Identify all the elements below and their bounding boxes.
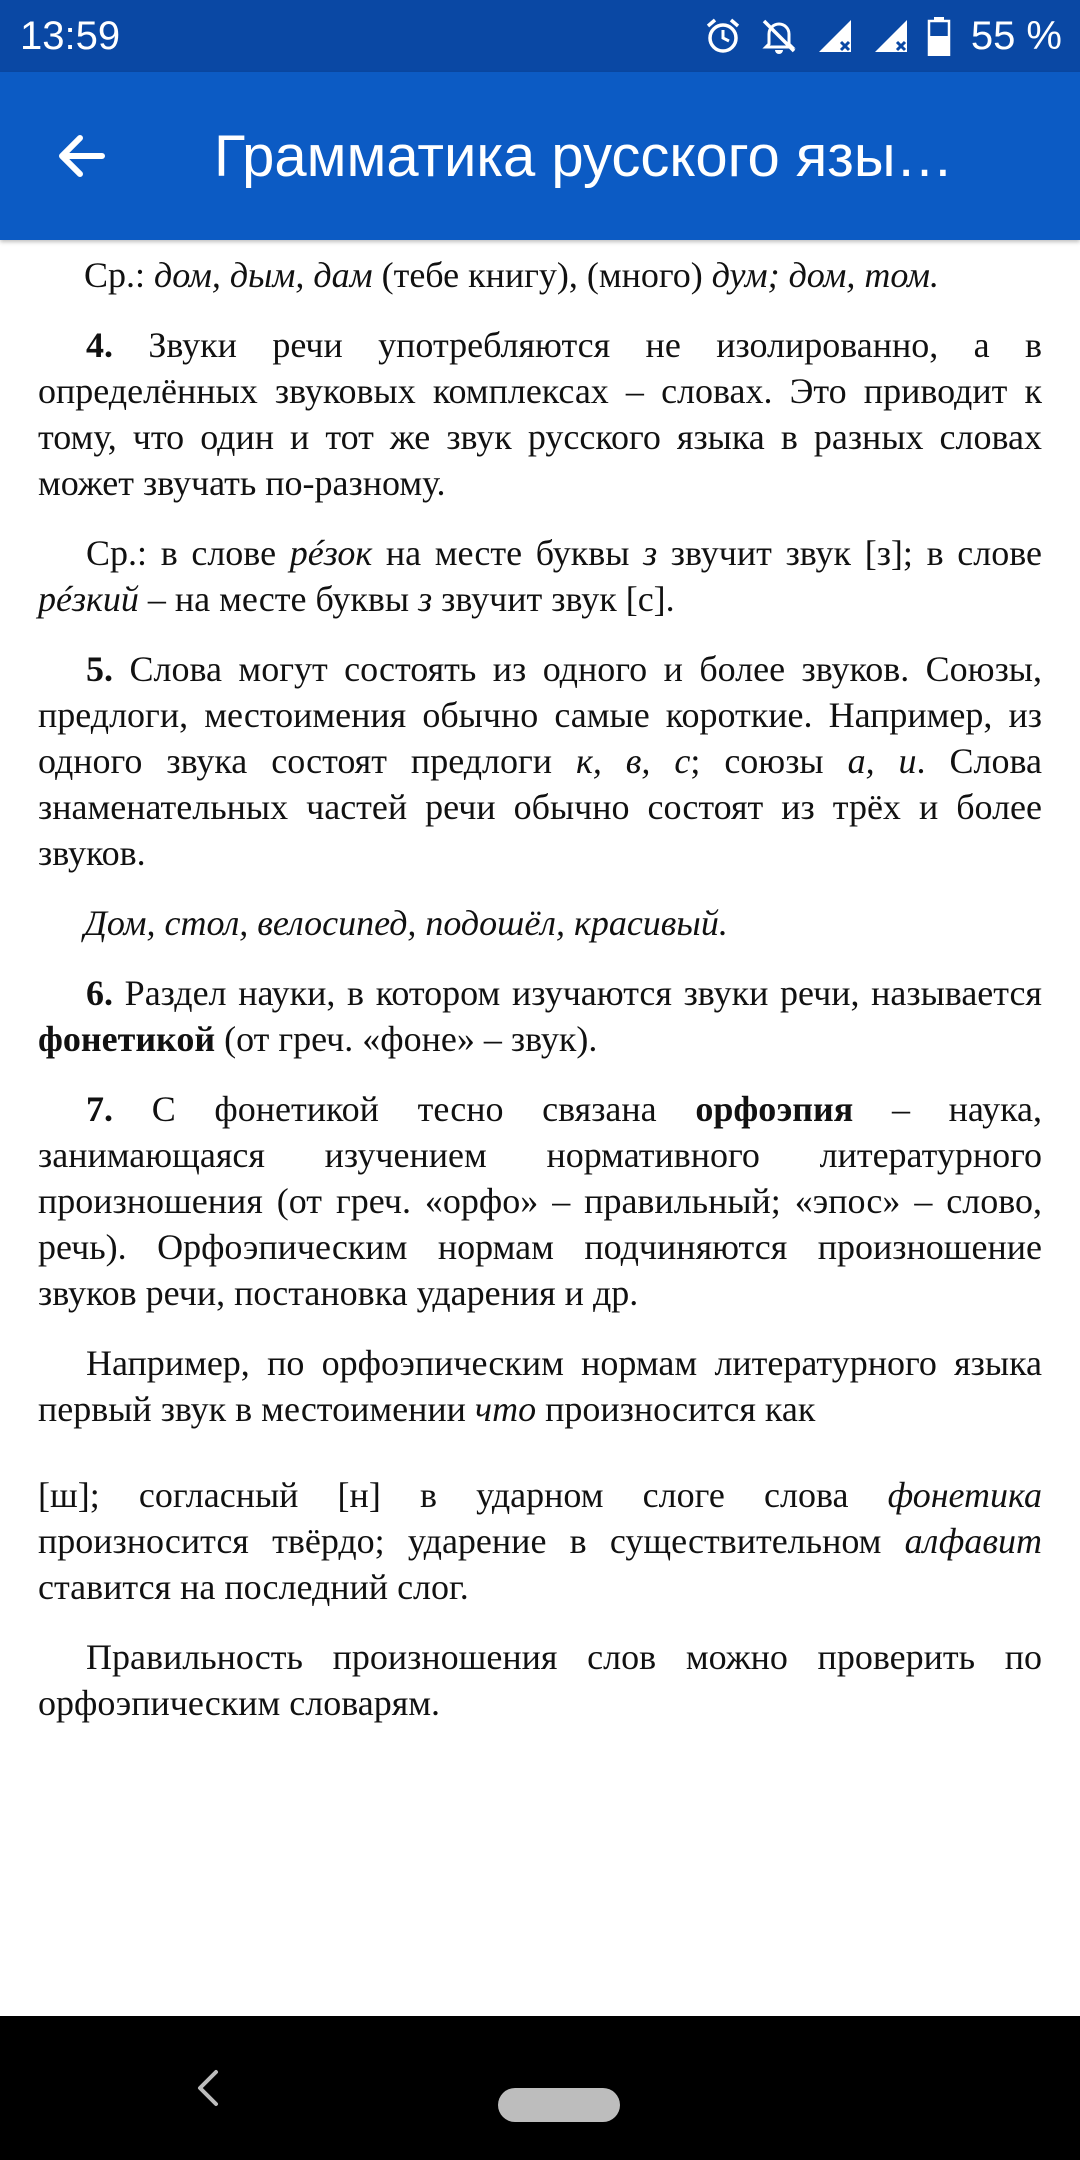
rule-paragraph-7: 7. С фонетикой тесно связана орфоэпия – наука, занимающаяся изучением нормативного литературного произношения (от греч. «орфо» – правильный; «эпос» – слово, речь). Орфоэпическим нормам подчиняются произношение звуков речи, постановка ударения и др.	[38, 1089, 1042, 1313]
navigation-bar	[0, 2016, 1080, 2160]
article-content	[38, 252, 1042, 1750]
status-time: 13:59	[20, 14, 121, 58]
status-icons	[703, 12, 1062, 60]
example-paragraph: Дом, стол, велосипед, подошёл, красивый.	[84, 903, 728, 943]
example-paragraph: Ср.: дом, дым, дам (тебе книгу), (много) дум; дом, том.	[84, 255, 939, 295]
rule-paragraph-5: 5. Слова могут состоять из одного и более звуков. Союзы, предлоги, местоимения обычно самые короткие. Например, из одного звука состоят предлоги к, в, с; союзы а, и. Слова знаменательных частей речи обычно состоят из трёх и более звуков.	[38, 649, 1042, 873]
example-paragraph: Например, по орфоэпическим нормам литературного языка первый звук в местоимении что произносится как	[38, 1343, 1042, 1429]
rule-paragraph-4: 4. Звуки речи употребляются не изолированно, а в определённых звуковых комплексах – словах. Это приводит к тому, что один и тот же звук русского языка в разных словах может звучать по-разному.	[38, 325, 1042, 503]
rule-paragraph-6: 6. Раздел науки, в котором изучаются звуки речи, называется фонетикой (от греч. «фоне» – звук).	[38, 973, 1042, 1059]
notifications-off-icon	[759, 16, 799, 56]
alarm-icon	[703, 16, 743, 56]
page-title: Грамматика русского язы…	[214, 124, 954, 189]
home-pill-icon[interactable]	[498, 2088, 620, 2122]
example-continuation: [ш]; согласный [н] в ударном слоге слова фонетика произносится твёрдо; ударение в существительном алфавит ставится на последний слог.	[38, 1475, 1042, 1607]
signal-icon	[815, 16, 855, 56]
arrow-back-icon[interactable]	[50, 124, 114, 188]
app-bar	[0, 72, 1080, 240]
battery-icon	[927, 16, 951, 56]
battery-percent: 55 %	[970, 14, 1062, 58]
nav-back-icon[interactable]	[192, 2064, 224, 2112]
example-paragraph: Ср.: в слове рéзок на месте буквы з звучит звук [з]; в слове рéзкий – на месте буквы з звучит звук [с].	[38, 533, 1042, 619]
status-bar	[0, 0, 1080, 72]
closing-paragraph: Правильность произношения слов можно проверить по орфоэпическим словарям.	[38, 1637, 1042, 1723]
signal-icon	[871, 16, 911, 56]
